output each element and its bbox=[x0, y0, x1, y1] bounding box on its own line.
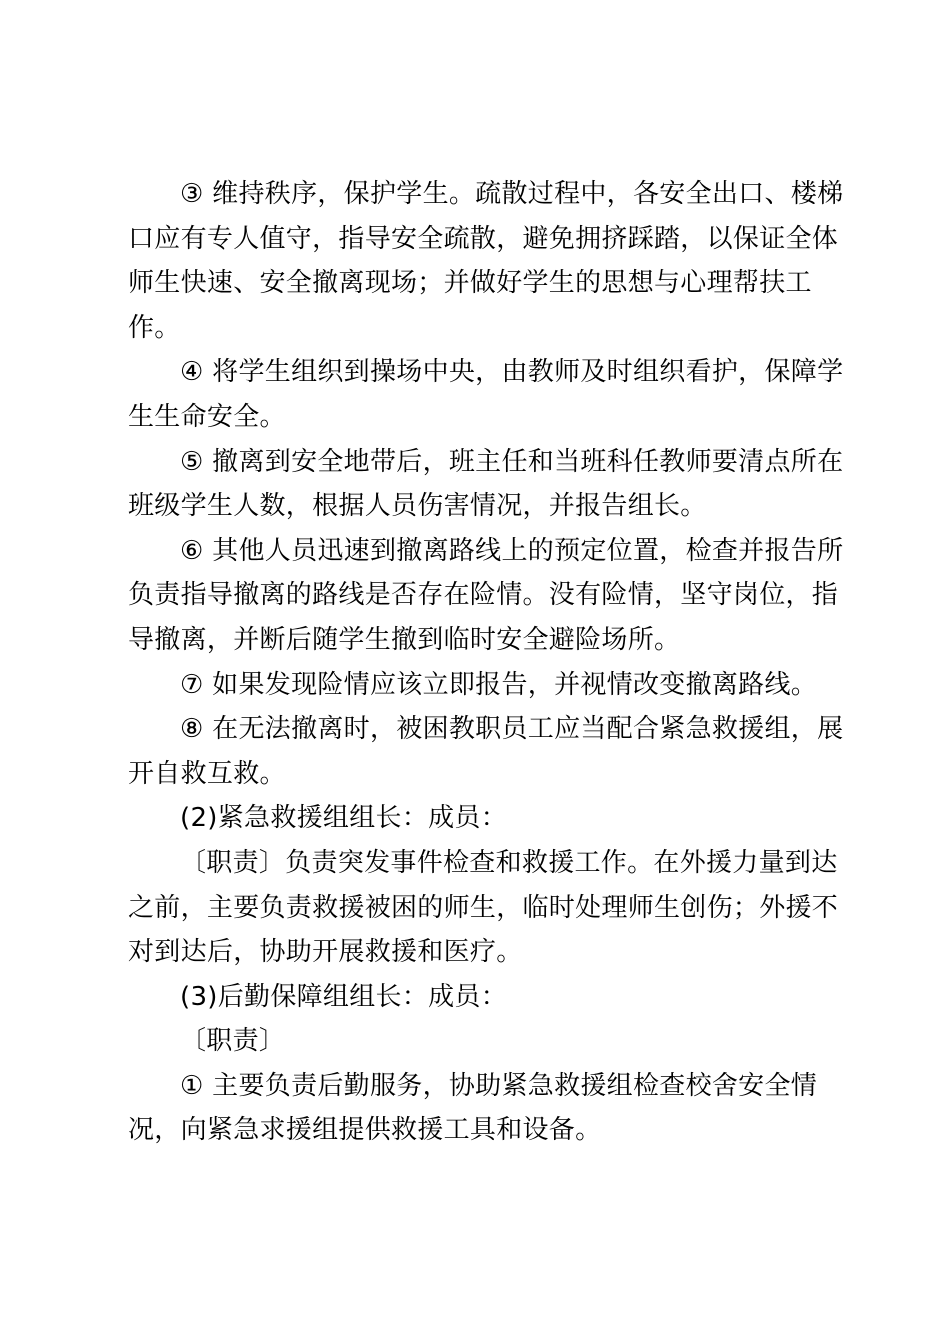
paragraph-item-5 bbox=[128, 440, 844, 529]
paragraph-item-4 bbox=[128, 350, 844, 439]
paragraph-line: 师生快速、安全撤离现场；并做好学生的思想与心理帮扶工 bbox=[128, 268, 812, 299]
section-heading-line: (2)紧急救援组组长：成员： bbox=[180, 803, 508, 834]
paragraph-item-3 bbox=[128, 172, 844, 350]
paragraph-line: 作。 bbox=[128, 312, 181, 343]
paragraph-line: ⑧ 在无法撤离时，被困教职员工应当配合紧急救援组，展 bbox=[180, 714, 844, 745]
paragraph-line: ⑤ 撤离到安全地带后，班主任和当班科任教师要清点所在 bbox=[180, 446, 844, 477]
section-heading-logistics-group bbox=[128, 975, 822, 1020]
section-heading-rescue-group bbox=[128, 796, 822, 841]
paragraph-item-6 bbox=[128, 529, 844, 663]
paragraph-line: 之前，主要负责救援被困的师生，临时处理师生创伤；外援不 bbox=[128, 892, 839, 923]
paragraph-line: 对到达后，协助开展救援和医疗。 bbox=[128, 937, 523, 968]
paragraph-line: 班级学生人数，根据人员伤害情况，并报告组长。 bbox=[128, 491, 707, 522]
paragraph-line: ⑥ 其他人员迅速到撤离路线上的预定位置，检查并报告所 bbox=[180, 535, 844, 566]
paragraph-item-8 bbox=[128, 707, 844, 796]
paragraph-line: ④ 将学生组织到操场中央，由教师及时组织看护，保障学 bbox=[180, 357, 844, 388]
paragraph-line: ⑦ 如果发现险情应该立即报告，并视情改变撤离路线。 bbox=[180, 669, 818, 700]
paragraph-rescue-duty bbox=[128, 841, 839, 975]
paragraph-line: 开自救互救。 bbox=[128, 758, 286, 789]
paragraph-logistics-duty-1 bbox=[128, 1064, 822, 1153]
paragraph-line: 〔职责〕 bbox=[180, 1026, 286, 1057]
paragraph-item-7 bbox=[128, 663, 822, 708]
section-heading-line: (3)后勤保障组组长：成员： bbox=[180, 981, 508, 1012]
paragraph-line: 生生命安全。 bbox=[128, 401, 286, 432]
paragraph-line: 口应有专人值守，指导安全疏散，避免拥挤踩踏，以保证全体 bbox=[128, 223, 839, 254]
document-body bbox=[128, 172, 844, 1153]
paragraph-line: 〔职责〕负责突发事件检查和救援工作。在外援力量到达 bbox=[180, 847, 838, 878]
paragraph-logistics-duty-label bbox=[128, 1019, 822, 1064]
paragraph-line: ① 主要负责后勤服务，协助紧急救援组检查校舍安全情 bbox=[180, 1070, 818, 1101]
paragraph-line: 导撤离，并断后随学生撤到临时安全避险场所。 bbox=[128, 624, 681, 655]
paragraph-line: ③ 维持秩序，保护学生。疏散过程中，各安全出口、楼梯 bbox=[180, 179, 844, 209]
paragraph-line: 况，向紧急求援组提供救援工具和设备。 bbox=[128, 1115, 602, 1146]
paragraph-line: 负责指导撤离的路线是否存在险情。没有险情，坚守岗位，指 bbox=[128, 580, 839, 611]
